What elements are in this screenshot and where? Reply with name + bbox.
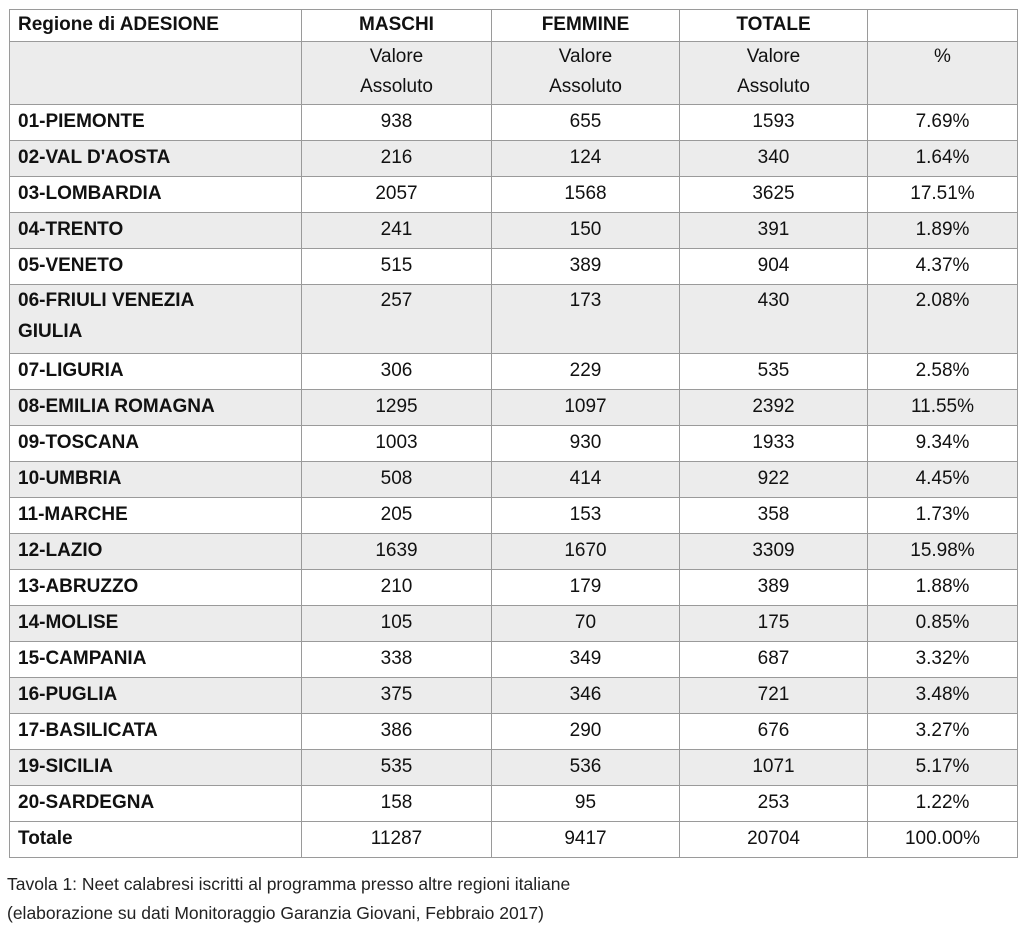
cell-maschi: 1639 bbox=[302, 534, 492, 570]
cell-maschi: 535 bbox=[302, 750, 492, 786]
cell-maschi: 375 bbox=[302, 678, 492, 714]
table-row bbox=[10, 498, 1018, 534]
table-row bbox=[10, 177, 1018, 213]
table-row bbox=[10, 249, 1018, 285]
table-row bbox=[10, 213, 1018, 249]
cell-totale: 1071 bbox=[680, 750, 868, 786]
header-maschi: MASCHI bbox=[302, 10, 492, 42]
cell-femmine: 9417 bbox=[492, 822, 680, 858]
cell-percent: 11.55% bbox=[868, 390, 1018, 426]
header-femmine: FEMMINE bbox=[492, 10, 680, 42]
cell-maschi: 306 bbox=[302, 354, 492, 390]
cell-percent: 2.08% bbox=[868, 285, 1018, 354]
cell-maschi: 11287 bbox=[302, 822, 492, 858]
cell-region: 01-PIEMONTE bbox=[10, 105, 302, 141]
cell-totale: 1593 bbox=[680, 105, 868, 141]
cell-totale: 535 bbox=[680, 354, 868, 390]
cell-percent: 1.22% bbox=[868, 786, 1018, 822]
subheader-maschi: Valore Assoluto bbox=[302, 42, 492, 105]
cell-maschi: 210 bbox=[302, 570, 492, 606]
table-row bbox=[10, 354, 1018, 390]
cell-percent: 3.48% bbox=[868, 678, 1018, 714]
cell-femmine: 655 bbox=[492, 105, 680, 141]
cell-percent: 0.85% bbox=[868, 606, 1018, 642]
cell-femmine: 346 bbox=[492, 678, 680, 714]
cell-totale: 253 bbox=[680, 786, 868, 822]
cell-percent: 7.69% bbox=[868, 105, 1018, 141]
cell-percent: 1.64% bbox=[868, 141, 1018, 177]
cell-region: Totale bbox=[10, 822, 302, 858]
cell-percent: 1.73% bbox=[868, 498, 1018, 534]
table-row bbox=[10, 534, 1018, 570]
cell-percent: 1.88% bbox=[868, 570, 1018, 606]
table-header bbox=[10, 10, 1018, 105]
cell-region: 09-TOSCANA bbox=[10, 426, 302, 462]
cell-region: 20-SARDEGNA bbox=[10, 786, 302, 822]
cell-femmine: 229 bbox=[492, 354, 680, 390]
subheader-percent: % bbox=[868, 42, 1018, 105]
cell-region: 08-EMILIA ROMAGNA bbox=[10, 390, 302, 426]
caption-line-2: (elaborazione su dati Monitoraggio Garanzia Giovani, Febbraio 2017) bbox=[7, 903, 544, 923]
cell-femmine: 414 bbox=[492, 462, 680, 498]
cell-femmine: 1097 bbox=[492, 390, 680, 426]
cell-region: 02-VAL D'AOSTA bbox=[10, 141, 302, 177]
cell-maschi: 2057 bbox=[302, 177, 492, 213]
table-row bbox=[10, 642, 1018, 678]
cell-femmine: 179 bbox=[492, 570, 680, 606]
cell-femmine: 150 bbox=[492, 213, 680, 249]
cell-maschi: 338 bbox=[302, 642, 492, 678]
cell-femmine: 930 bbox=[492, 426, 680, 462]
cell-percent: 5.17% bbox=[868, 750, 1018, 786]
table-row bbox=[10, 750, 1018, 786]
cell-totale: 922 bbox=[680, 462, 868, 498]
cell-totale: 358 bbox=[680, 498, 868, 534]
cell-region: 17-BASILICATA bbox=[10, 714, 302, 750]
cell-totale: 3309 bbox=[680, 534, 868, 570]
cell-maschi: 1295 bbox=[302, 390, 492, 426]
cell-totale: 904 bbox=[680, 249, 868, 285]
subheader-totale: Valore Assoluto bbox=[680, 42, 868, 105]
cell-maschi: 1003 bbox=[302, 426, 492, 462]
cell-percent: 17.51% bbox=[868, 177, 1018, 213]
total-row bbox=[10, 822, 1018, 858]
cell-region: 03-LOMBARDIA bbox=[10, 177, 302, 213]
cell-maschi: 386 bbox=[302, 714, 492, 750]
cell-totale: 340 bbox=[680, 141, 868, 177]
cell-maschi: 105 bbox=[302, 606, 492, 642]
cell-femmine: 173 bbox=[492, 285, 680, 354]
subheader-region bbox=[10, 42, 302, 105]
cell-maschi: 205 bbox=[302, 498, 492, 534]
cell-maschi: 241 bbox=[302, 213, 492, 249]
cell-region: 05-VENETO bbox=[10, 249, 302, 285]
cell-percent: 15.98% bbox=[868, 534, 1018, 570]
data-table bbox=[9, 9, 1018, 858]
cell-region: 14-MOLISE bbox=[10, 606, 302, 642]
cell-maschi: 158 bbox=[302, 786, 492, 822]
cell-percent: 4.45% bbox=[868, 462, 1018, 498]
cell-totale: 175 bbox=[680, 606, 868, 642]
cell-totale: 389 bbox=[680, 570, 868, 606]
cell-percent: 9.34% bbox=[868, 426, 1018, 462]
cell-totale: 430 bbox=[680, 285, 868, 354]
subheader-femmine: Valore Assoluto bbox=[492, 42, 680, 105]
header-region: Regione di ADESIONE bbox=[10, 10, 302, 42]
cell-femmine: 1670 bbox=[492, 534, 680, 570]
table-container bbox=[9, 9, 1017, 858]
cell-percent: 1.89% bbox=[868, 213, 1018, 249]
table-row bbox=[10, 105, 1018, 141]
cell-maschi: 515 bbox=[302, 249, 492, 285]
table-row bbox=[10, 606, 1018, 642]
cell-totale: 721 bbox=[680, 678, 868, 714]
cell-totale: 3625 bbox=[680, 177, 868, 213]
cell-region: 11-MARCHE bbox=[10, 498, 302, 534]
cell-region: 12-LAZIO bbox=[10, 534, 302, 570]
table-row bbox=[10, 141, 1018, 177]
cell-percent: 3.32% bbox=[868, 642, 1018, 678]
table-caption bbox=[7, 870, 570, 928]
caption-line-1: Tavola 1: Neet calabresi iscritti al programma presso altre regioni italiane bbox=[7, 874, 571, 894]
cell-maschi: 216 bbox=[302, 141, 492, 177]
cell-totale: 687 bbox=[680, 642, 868, 678]
cell-femmine: 153 bbox=[492, 498, 680, 534]
cell-maschi: 257 bbox=[302, 285, 492, 354]
table-row bbox=[10, 714, 1018, 750]
table-row bbox=[10, 678, 1018, 714]
cell-percent: 2.58% bbox=[868, 354, 1018, 390]
header-percent bbox=[868, 10, 1018, 42]
header-row bbox=[10, 10, 1018, 42]
cell-femmine: 70 bbox=[492, 606, 680, 642]
cell-percent: 100.00% bbox=[868, 822, 1018, 858]
cell-maschi: 938 bbox=[302, 105, 492, 141]
cell-femmine: 290 bbox=[492, 714, 680, 750]
cell-region: 15-CAMPANIA bbox=[10, 642, 302, 678]
cell-region: 06-FRIULI VENEZIA GIULIA bbox=[10, 285, 302, 354]
cell-femmine: 389 bbox=[492, 249, 680, 285]
cell-region: 04-TRENTO bbox=[10, 213, 302, 249]
table-row bbox=[10, 390, 1018, 426]
cell-percent: 4.37% bbox=[868, 249, 1018, 285]
cell-totale: 391 bbox=[680, 213, 868, 249]
header-totale: TOTALE bbox=[680, 10, 868, 42]
table-row bbox=[10, 426, 1018, 462]
subheader-row bbox=[10, 42, 1018, 105]
cell-region: 16-PUGLIA bbox=[10, 678, 302, 714]
cell-femmine: 349 bbox=[492, 642, 680, 678]
cell-totale: 2392 bbox=[680, 390, 868, 426]
table-body bbox=[10, 105, 1018, 858]
table-row bbox=[10, 786, 1018, 822]
cell-femmine: 1568 bbox=[492, 177, 680, 213]
cell-maschi: 508 bbox=[302, 462, 492, 498]
cell-totale: 20704 bbox=[680, 822, 868, 858]
cell-percent: 3.27% bbox=[868, 714, 1018, 750]
table-row bbox=[10, 285, 1018, 354]
cell-femmine: 124 bbox=[492, 141, 680, 177]
table-row bbox=[10, 570, 1018, 606]
cell-femmine: 536 bbox=[492, 750, 680, 786]
cell-region: 07-LIGURIA bbox=[10, 354, 302, 390]
cell-region: 10-UMBRIA bbox=[10, 462, 302, 498]
table-row bbox=[10, 462, 1018, 498]
cell-totale: 676 bbox=[680, 714, 868, 750]
cell-totale: 1933 bbox=[680, 426, 868, 462]
cell-region: 13-ABRUZZO bbox=[10, 570, 302, 606]
cell-femmine: 95 bbox=[492, 786, 680, 822]
cell-region: 19-SICILIA bbox=[10, 750, 302, 786]
